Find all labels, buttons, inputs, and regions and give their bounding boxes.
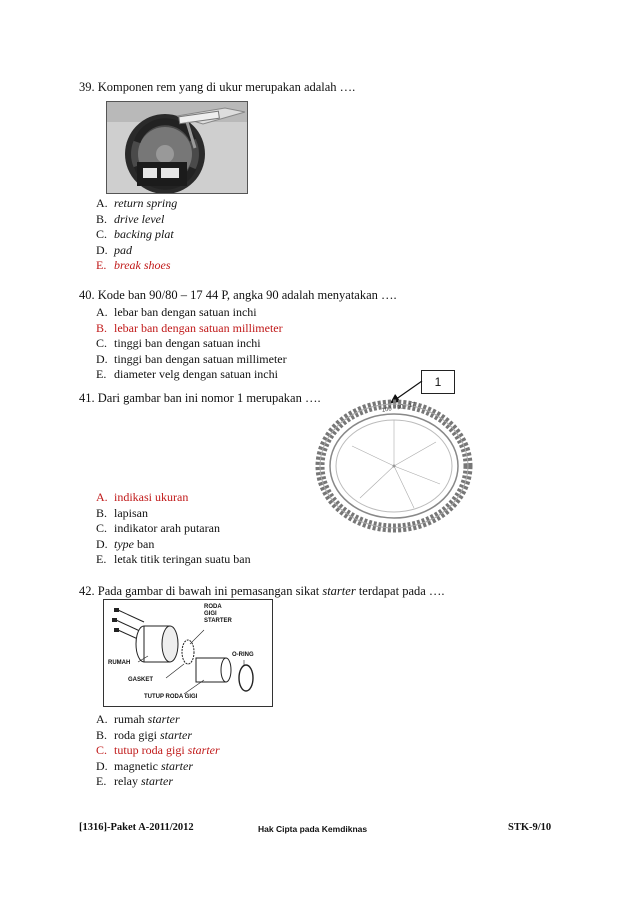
option-42-b[interactable]: B. roda gigi starter — [96, 727, 193, 742]
option-40-a[interactable]: A. lebar ban dengan satuan inchi — [96, 305, 257, 319]
label-starter: STARTER — [204, 618, 232, 624]
option-39-b[interactable]: B. drive level — [96, 211, 165, 226]
tire-diagram — [310, 380, 480, 540]
question-42-stem: 42. Pada gambar di bawah ini pemasangan sikat starter terdapat pada …. — [79, 584, 445, 598]
question-40-options — [96, 305, 287, 383]
option-40-b-correct[interactable]: B. lebar ban dengan satuan millimeter — [96, 320, 283, 335]
label-gigi: GIGI — [204, 611, 217, 617]
option-39-c[interactable]: C. backing plat — [96, 227, 174, 242]
option-40-c[interactable]: C. tinggi ban dengan satuan inchi — [96, 336, 261, 351]
question-39-options — [96, 196, 177, 274]
label-gasket: GASKET — [128, 677, 154, 683]
option-42-c-correct[interactable]: C. tutup roda gigi starter — [96, 743, 220, 758]
starter-motor-diagram — [103, 599, 273, 707]
option-42-e[interactable]: E. relay starter — [96, 774, 173, 789]
footer-page-number: STK-9/10 — [508, 822, 552, 833]
question-41-options — [96, 490, 251, 568]
option-42-d[interactable]: D. magnetic starter — [96, 758, 193, 773]
option-41-c[interactable]: C. indikator arah putaran — [96, 521, 220, 536]
question-39-stem: 39. Komponen rem yang di ukur merupakan adalah …. — [79, 80, 356, 94]
label-roda: RODA — [204, 604, 222, 610]
footer-copyright: Hak Cipta pada Kemdiknas — [258, 824, 368, 834]
question-41-stem: 41. Dari gambar ban ini nomor 1 merupakan …. — [79, 391, 321, 405]
option-41-a-correct[interactable]: A. indikasi ukuran — [96, 490, 189, 504]
brake-shoe-photo — [106, 101, 248, 194]
label-rumah: RUMAH — [108, 660, 131, 666]
label-o-ring: O-RING — [232, 652, 254, 658]
brake-shoe-photo-image — [107, 102, 247, 193]
option-41-d[interactable]: D. type ban — [96, 536, 155, 551]
callout-arrow — [392, 381, 422, 402]
footer-code: [1316]-Paket A-2011/2012 — [79, 822, 194, 833]
option-40-d[interactable]: D. tinggi ban dengan satuan millimeter — [96, 351, 287, 366]
option-39-a[interactable]: A. return spring — [96, 196, 178, 210]
option-40-e[interactable]: E. diameter velg dengan satuan inchi — [96, 367, 278, 382]
question-40-stem: 40. Kode ban 90/80 – 17 44 P, angka 90 adalah menyatakan …. — [79, 288, 397, 302]
option-39-d[interactable]: D. pad — [96, 242, 132, 257]
figure-callout-1: 1 — [421, 370, 455, 394]
svg-text:100 · 90 · 17: 100 · 90 · 17 — [381, 402, 416, 414]
question-42-options — [96, 712, 220, 790]
option-41-b[interactable]: B. lapisan — [96, 505, 148, 520]
option-39-e-correct[interactable]: E. break shoes — [96, 258, 171, 273]
option-42-a[interactable]: A. rumah starter — [96, 712, 180, 726]
label-tutup-roda-gigi: TUTUP RODA GIGI — [144, 694, 198, 700]
option-41-e[interactable]: E. letak titik teringan suatu ban — [96, 552, 251, 567]
